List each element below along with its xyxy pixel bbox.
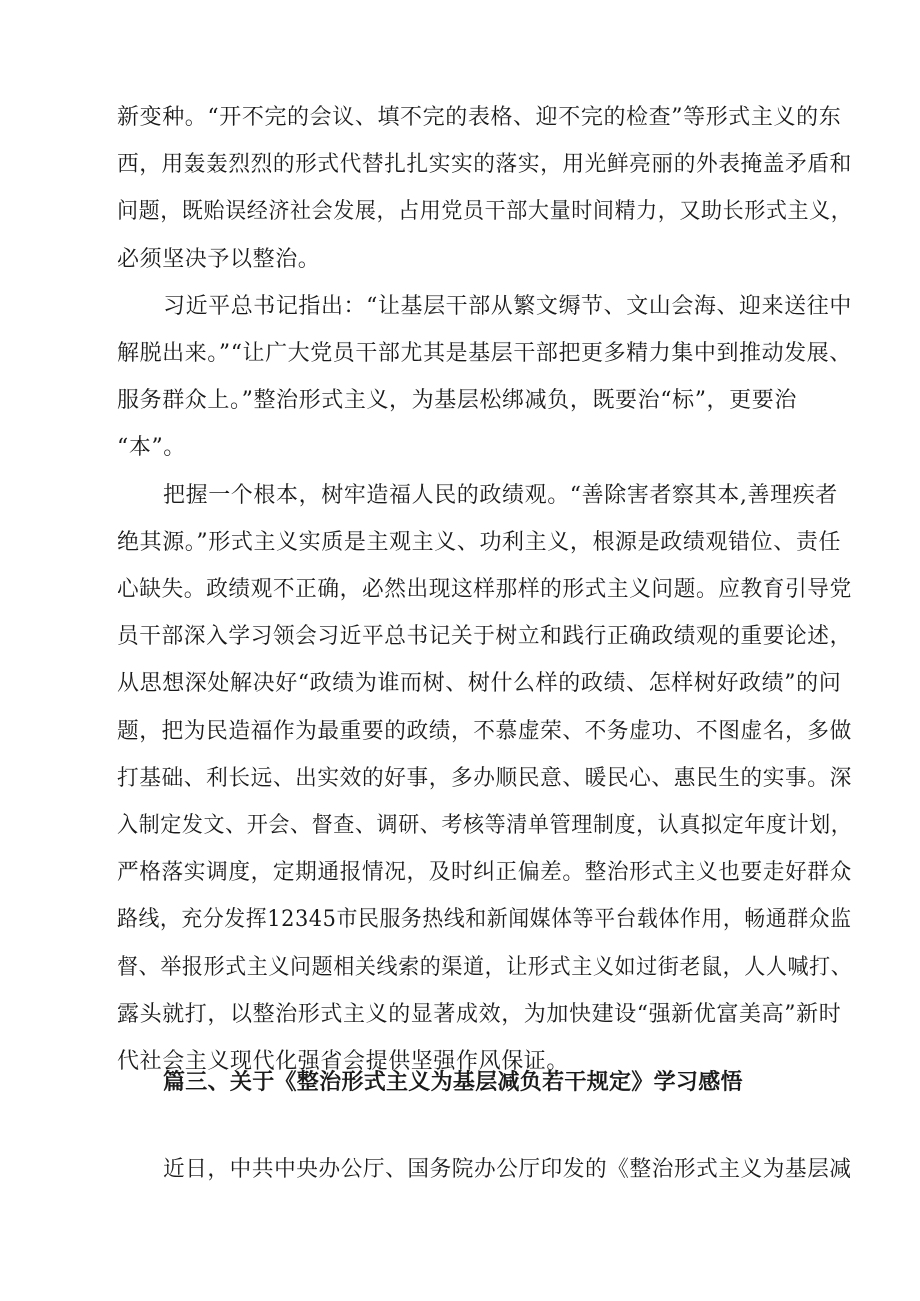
paragraph-line: 严格落实调度，定期通报情况，及时纠正偏差。整治形式主义也要走好群众 [117,860,852,885]
paragraph-line: 近日，中共中央办公厅、国务院办公厅印发的《整治形式主义为基层减 [163,1157,852,1182]
paragraph-line: 路线，充分发挥12345市民服务热线和新闻媒体等平台载体作用，畅通群众监 [117,907,852,932]
paragraph-line: 必须坚决予以整治。 [117,247,321,272]
section-heading: 篇三、关于《整治形式主义为基层减负若干规定》学习感悟 [163,1070,743,1095]
paragraph-line: 问题，既贻误经济社会发展，占用党员干部大量时间精力，又助长形式主义， [117,199,853,224]
paragraph-line: 代社会主义现代化强省会提供坚强作风保证。 [117,1049,570,1074]
paragraph-line: 心缺失。政绩观不正确，必然出现这样那样的形式主义问题。应教育引导党 [117,577,852,602]
paragraph-line: 从思想深处解决好“政绩为谁而树、树什么样的政绩、怎样树好政绩”的问 [117,671,842,696]
paragraph-line: 督、举报形式主义问题相关线索的渠道，让形式主义如过街老鼠，人人喊打、 [117,955,853,980]
paragraph-line: 露头就打，以整治形式主义的显著成效，为加快建设“强新优富美高”新时 [117,1002,842,1027]
paragraph-line: 习近平总书记指出：“让基层干部从繁文缛节、文山会海、迎来送往中 [163,294,852,319]
paragraph-line: 题，把为民造福作为最重要的政绩，不慕虚荣、不务虚功、不图虚名，多做 [117,719,852,744]
paragraph-line: 打基础、利长远、出实效的好事，多办顺民意、暖民心、惠民生的实事。深 [117,766,852,791]
paragraph-line: 绝其源。”形式主义实质是主观主义、功利主义，根源是政绩观错位、责任 [117,530,842,555]
paragraph-line: “本”。 [117,435,186,460]
paragraph-line: 服务群众上。”整治形式主义，为基层松绑减负，既要治“标”，更要治 [117,388,797,413]
paragraph-line: 西，用轰轰烈烈的形式代替扎扎实实的落实，用光鲜亮丽的外表掩盖矛盾和 [117,152,852,177]
paragraph-line: 解脱出来。”“让广大党员干部尤其是基层干部把更多精力集中到推动发展、 [117,341,852,366]
paragraph-line: 新变种。“开不完的会议、填不完的表格、迎不完的检查”等形式主义的东 [117,105,842,130]
paragraph-line: 入制定发文、开会、督查、调研、考核等清单管理制度，认真拟定年度计划， [117,813,853,838]
paragraph-line: 员干部深入学习领会习近平总书记关于树立和践行正确政绩观的重要论述， [117,624,852,649]
paragraph-line: 把握一个根本，树牢造福人民的政绩观。“善除害者察其本,善理疾者 [163,483,838,508]
